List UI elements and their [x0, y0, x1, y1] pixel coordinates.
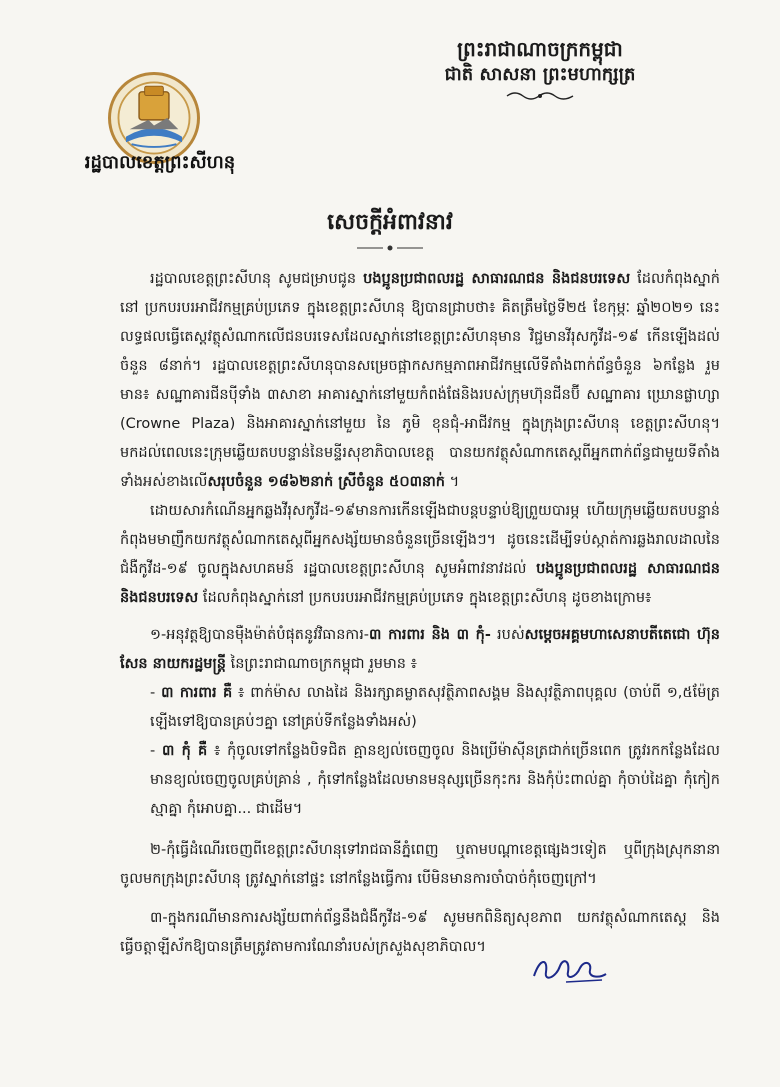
kingdom-header: [390, 36, 690, 110]
item1-text-a: ១-អនុវត្តឱ្យបានម៉ឺងម៉ាត់បំផុតនូវវិធានការ-: [150, 627, 370, 643]
sub-item-three-protects: - ៣ ការពារ គឺ ៖ ពាក់ម៉ាស លាងដៃ និងរក្សាគម្លាតសុវត្ថិភាពសង្គម និងសុវត្ថិភាពបុគ្គល (ចាប់ពី ១,៥ម៉ែត្រឡើងទៅឱ្យបានគ្រប់ៗគ្នា នៅគ្រប់ទីកន្លែងទាំងអស់): [150, 685, 720, 730]
p1-text-e: ។: [444, 474, 460, 490]
national-motto: ជាតិ សាសនា ព្រះមហាក្សត្រ: [444, 64, 636, 85]
p1-text-c: ដែលកំពុងស្នាក់នៅ ប្រកបរបរអាជីវកម្មគ្រប់ប្រភេទ ក្នុងខេត្តព្រះសីហនុ ឱ្យបានជ្រាបថា៖ គិតត្រឹមថ្ងៃទី២៥ ខែកុម្ភៈ ឆ្នាំ២០២១ នេះ លទ្ធផលធ្វើតេស្តវត្ថុសំណាកលើជនបរទេសដែលស្នាក់នៅខេត្តព្រះសីហនុមាន វិជ្ជមានវីរុសកូវីដ-១៩ កើនឡើងដល់ចំនួន ៨នាក់។ រដ្ឋបាលខេត្តព្រះសីហនុបានសម្រេចផ្អាកសកម្មភាពអាជីវកម្មលើទីតាំងពាក់ព័ន្ធចំនួន ៦កន្លែង រួមមាន៖ សណ្ឋាគារជីនបុីទាំង ៣សាខា អាគារស្នាក់នៅមួយកំពង់ផែនិងរបស់ក្រុមហ៊ុនជីនប៊ី សណ្ឋាគារ ឃ្រោនផ្លាហ្សា (Crowne Plaza) និងអាគារស្នាក់នៅមួយ នៃ ភូមិ ខុនជុំ-អាជីវកម្ម ក្នុងក្រុងព្រះសីហនុ ខេត្តព្រះសីហនុ។ មកដល់ពេលនេះក្រុមឆ្លើយតបបន្ទាន់នៃមន្ទីរសុខាភិបាលខេត្ត បានយកវត្ថុសំណាកតេស្តពីអ្នកពាក់ព័ន្ធជាមួយទីតាំងទាំងអស់ខាងលើ: [120, 271, 721, 490]
p2-text-a: ដោយសារកំណើនអ្នកឆ្លងវីរុសកូវីដ-១៩មានការកើនឡើងជាបន្តបន្ទាប់ឱ្យព្រួយបារម្ភ ហើយក្រុមឆ្លើយតបបន្ទាន់កំពុងមមាញឹកយកវត្ថុសំណាកតេស្តពីអ្នកសង្ស័យមានចំនួនច្រើនឡើងៗ។ ដូចនេះដើម្បីទប់ស្កាត់ការឆ្លងរាលដាលនៃជំងឺកូវីដ-១៩ ចូលក្នុងសហគមន៍ រដ្ឋបាលខេត្តព្រះសីហនុ សូមអំពាវនាវដល់: [120, 503, 720, 577]
issuing-authority: រដ្ឋបាលខេត្តព្រះសីហនុ: [84, 152, 236, 173]
paragraph-situation: [120, 265, 720, 497]
measure-item-3: ៣-ក្នុងករណីមានការសង្ស័យពាក់ព័ន្ធនឹងជំងឺកូវីដ-១៩ សូមមកពិនិត្យសុខភាព យកវត្ថុសំណាកតេស្ត និងធ្វើចត្តាឡីស័កឱ្យបានត្រឹមត្រូវតាមការណែនាំរបស់ក្រសួងសុខាភិបាល។: [120, 910, 720, 955]
item1-measures: ៣ ការពារ និង ៣ កុំ-: [369, 627, 491, 643]
sub2-lead: ៣ កុំ គឺ: [162, 743, 208, 759]
item1-text-c: របស់: [490, 627, 525, 643]
p2-audience: បងប្អូនប្រជាពលរដ្ឋ សាធារណជន និងជនបរទេស: [120, 561, 720, 606]
sub1-text: ៖ ពាក់ម៉ាស លាងដៃ និងរក្សាគម្លាតសុវត្ថិភាពសង្គម និងសុវត្ថិភាពបុគ្គល (ចាប់ពី ១,៥ម៉ែត្រឡើងទៅឱ្យបានគ្រប់ៗគ្នា នៅគ្រប់ទីកន្លែងទាំងអស់): [150, 685, 720, 730]
p1-text-a: រដ្ឋបាលខេត្តព្រះសីហនុ សូមជម្រាបជូន: [150, 271, 364, 287]
measure-sublist: [120, 679, 720, 824]
p1-audience: បងប្អូនប្រជាពលរដ្ឋ សាធារណជន និងជនបរទេស: [363, 271, 631, 287]
motto-ornament: [390, 88, 690, 110]
announcement-body: [120, 265, 720, 962]
emblem-graphic: [111, 75, 197, 161]
measure-item-1: [120, 621, 720, 679]
p1-test-count: សរុបចំនួន ១៨៦២នាក់ ស្រីចំនួន ៥០៣នាក់: [207, 474, 445, 490]
sub-item-three-donts: - ៣ កុំ គឺ ៖ កុំចូលទៅកន្លែងបិទជិត គ្មានខ្យល់ចេញចូល និងប្រើម៉ាស៊ីនត្រជាក់ច្រើនពេក ត្រូវរកកន្លែងដែលមានខ្យល់ចេញចូលគ្រប់គ្រាន់ , កុំទៅកន្លែងដែលមានមនុស្សច្រើនកុះករ និងកុំប៉ះពាល់គ្នា កុំចាប់ដៃគ្នា កុំកៀកស្មាគ្នា កុំអោបគ្នា... ជាដើម។: [150, 743, 720, 817]
item1-prime-minister: សម្តេចអគ្គមហាសេនាបតីតេជោ ហ៊ុន សែន នាយករដ្ឋមន្ត្រី: [120, 627, 720, 672]
sub2-text: ៖ កុំចូលទៅកន្លែងបិទជិត គ្មានខ្យល់ចេញចូល និងប្រើម៉ាស៊ីនត្រជាក់ច្រើនពេក ត្រូវរកកន្លែងដែលមានខ្យល់ចេញចូលគ្រប់គ្រាន់ , កុំទៅកន្លែងដែលមានមនុស្សច្រើនកុះករ និងកុំប៉ះពាល់គ្នា កុំចាប់ដៃគ្នា កុំកៀកស្មាគ្នា កុំអោបគ្នា... ជាដើម។: [150, 743, 720, 817]
item1-text-e: នៃព្រះរាជាណាចក្រកម្ពុជា រួមមាន ៖: [226, 656, 417, 672]
kingdom-name: ព្រះរាជាណាចក្រកម្ពុជា: [457, 37, 623, 61]
sub1-lead: ៣ ការពារ គឺ: [161, 685, 233, 701]
p2-text-c: ដែលកំពុងស្នាក់នៅ ប្រកបរបរអាជីវកម្មគ្រប់ប្រភេទ ក្នុងខេត្តព្រះសីហនុ ដូចខាងក្រោម៖: [198, 590, 652, 606]
title-ornament: [355, 243, 425, 253]
measure-item-2: ២-កុំធ្វើដំណើរចេញពីខេត្តព្រះសីហនុទៅរាជធានីភ្នំពេញ ឬតាមបណ្តាខេត្តផ្សេងៗទៀត ឬពីក្រុងស្រុកនានាចូលមកក្រុងព្រះសីហនុ ត្រូវស្នាក់នៅផ្ទះ នៅកន្លែងធ្វើការ បើមិនមានការចាំបាច់កុំចេញក្រៅ។: [120, 842, 720, 887]
document-title: សេចក្តីអំពាវនាវ: [327, 210, 453, 235]
handwritten-signature: [530, 948, 610, 988]
paragraph-appeal: [120, 497, 720, 613]
